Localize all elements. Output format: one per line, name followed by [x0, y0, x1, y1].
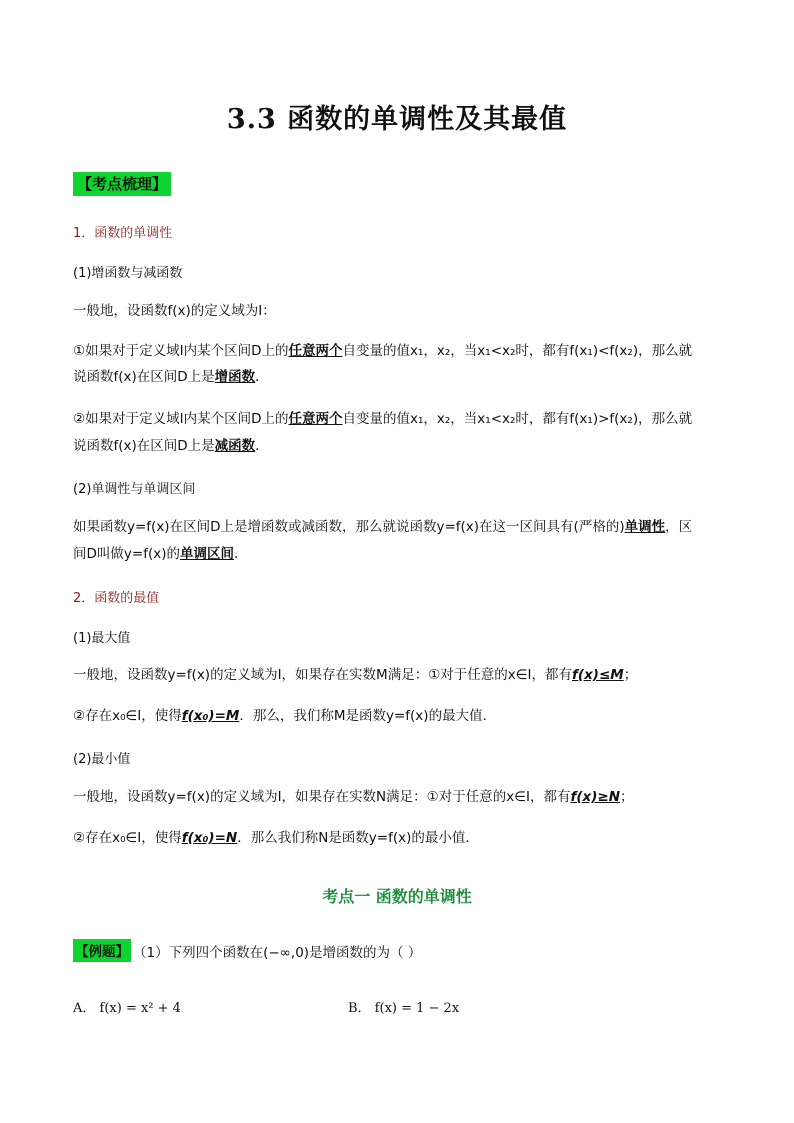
paragraph-domain-intro: 一般地，设函数f(x)的定义域为I： [73, 303, 276, 319]
emphasis-any-two: 任意两个 [288, 411, 343, 427]
example-question: （1）下列四个函数在(−∞,0)是增函数的为（ ） [133, 945, 422, 961]
emphasis-fx0-eq-m: f(x₀)=M [181, 708, 240, 724]
text: ． [255, 438, 269, 454]
text: ．那么，我们称M是函数y=f(x)的最大值． [239, 708, 497, 724]
text: ．那么我们称N是函数y=f(x)的最小值． [237, 830, 479, 846]
text: 一般地，设函数y=f(x)的定义域为I，如果存在实数M满足：①对于任意的x∈I，都有 [73, 667, 573, 683]
emphasis-monotonicity: 单调性 [624, 519, 666, 535]
text: ． [233, 546, 248, 562]
subheading-monotonic-interval: (2)单调性与单调区间 [73, 482, 196, 497]
subheading-maximum: (1)最大值 [73, 631, 131, 646]
text: 自变量的值x₁，x₂，当x₁<x₂时，都有f(x₁)>f(x₂)，那么就 [342, 411, 693, 427]
paragraph-decreasing-line1 [73, 410, 692, 428]
paragraph-increasing-line1 [73, 342, 692, 360]
text: ②存在x₀∈I，使得 [73, 830, 182, 846]
text: ，区 [665, 519, 693, 535]
paragraph-minimum-line2 [73, 829, 479, 847]
emphasis-any-two: 任意两个 [288, 343, 343, 359]
paragraph-increasing-line2 [73, 368, 269, 386]
kaodian-title: 考点一 函数的单调性 [322, 887, 472, 906]
paragraph-decreasing-line2 [73, 437, 269, 455]
emphasis-decreasing-function: 减函数 [214, 438, 256, 454]
text: ②存在x₀∈I，使得 [73, 708, 182, 724]
text: 间D叫做y=f(x)的 [73, 546, 180, 562]
text: 一般地，设函数y=f(x)的定义域为I，如果存在实数N满足：①对于任意的x∈I，都有 [73, 789, 571, 805]
paragraph-maximum-line2 [73, 707, 496, 725]
text: ； [623, 667, 638, 683]
emphasis-increasing-function: 增函数 [214, 369, 256, 385]
emphasis-monotonic-interval: 单调区间 [179, 546, 234, 562]
text: ①如果对于定义域I内某个区间D上的 [73, 343, 289, 359]
text: 如果函数y=f(x)在区间D上是增函数或减函数，那么就说函数y=f(x)在这一区间具有(严格的) [73, 519, 625, 535]
example-tag: 【例题】 [73, 939, 131, 962]
page-title: 3.3 函数的单调性及其最值 [226, 104, 568, 135]
text: 说函数f(x)在区间D上是 [73, 369, 215, 385]
text: ； [620, 789, 634, 805]
paragraph-maximum-line1 [73, 666, 637, 684]
paragraph-monotonic-line2 [73, 545, 247, 563]
text: ． [255, 369, 269, 385]
emphasis-fx-le-m: f(x)≤M [572, 667, 624, 683]
text: ②如果对于定义域I内某个区间D上的 [73, 411, 289, 427]
paragraph-monotonic-line1 [73, 518, 692, 536]
option-a: A． f(x) = x² + 4 [73, 1001, 181, 1016]
text: 说函数f(x)在区间D上是 [73, 438, 215, 454]
section-tag-kaodian-shuli: 【考点梳理】 [73, 172, 171, 196]
section-heading-extrema: 2．函数的最值 [73, 591, 160, 606]
emphasis-fx-ge-n: f(x)≥N [570, 789, 621, 805]
text: 自变量的值x₁，x₂，当x₁<x₂时，都有f(x₁)<f(x₂)，那么就 [342, 343, 693, 359]
section-heading-monotonicity: 1．函数的单调性 [73, 226, 173, 241]
paragraph-minimum-line1 [73, 788, 634, 806]
emphasis-fx0-eq-n: f(x₀)=N [181, 830, 238, 846]
subheading-minimum: (2)最小值 [73, 752, 131, 767]
subheading-increasing-decreasing: (1)增函数与减函数 [73, 266, 183, 281]
option-b: B． f(x) = 1 − 2x [348, 1001, 460, 1016]
